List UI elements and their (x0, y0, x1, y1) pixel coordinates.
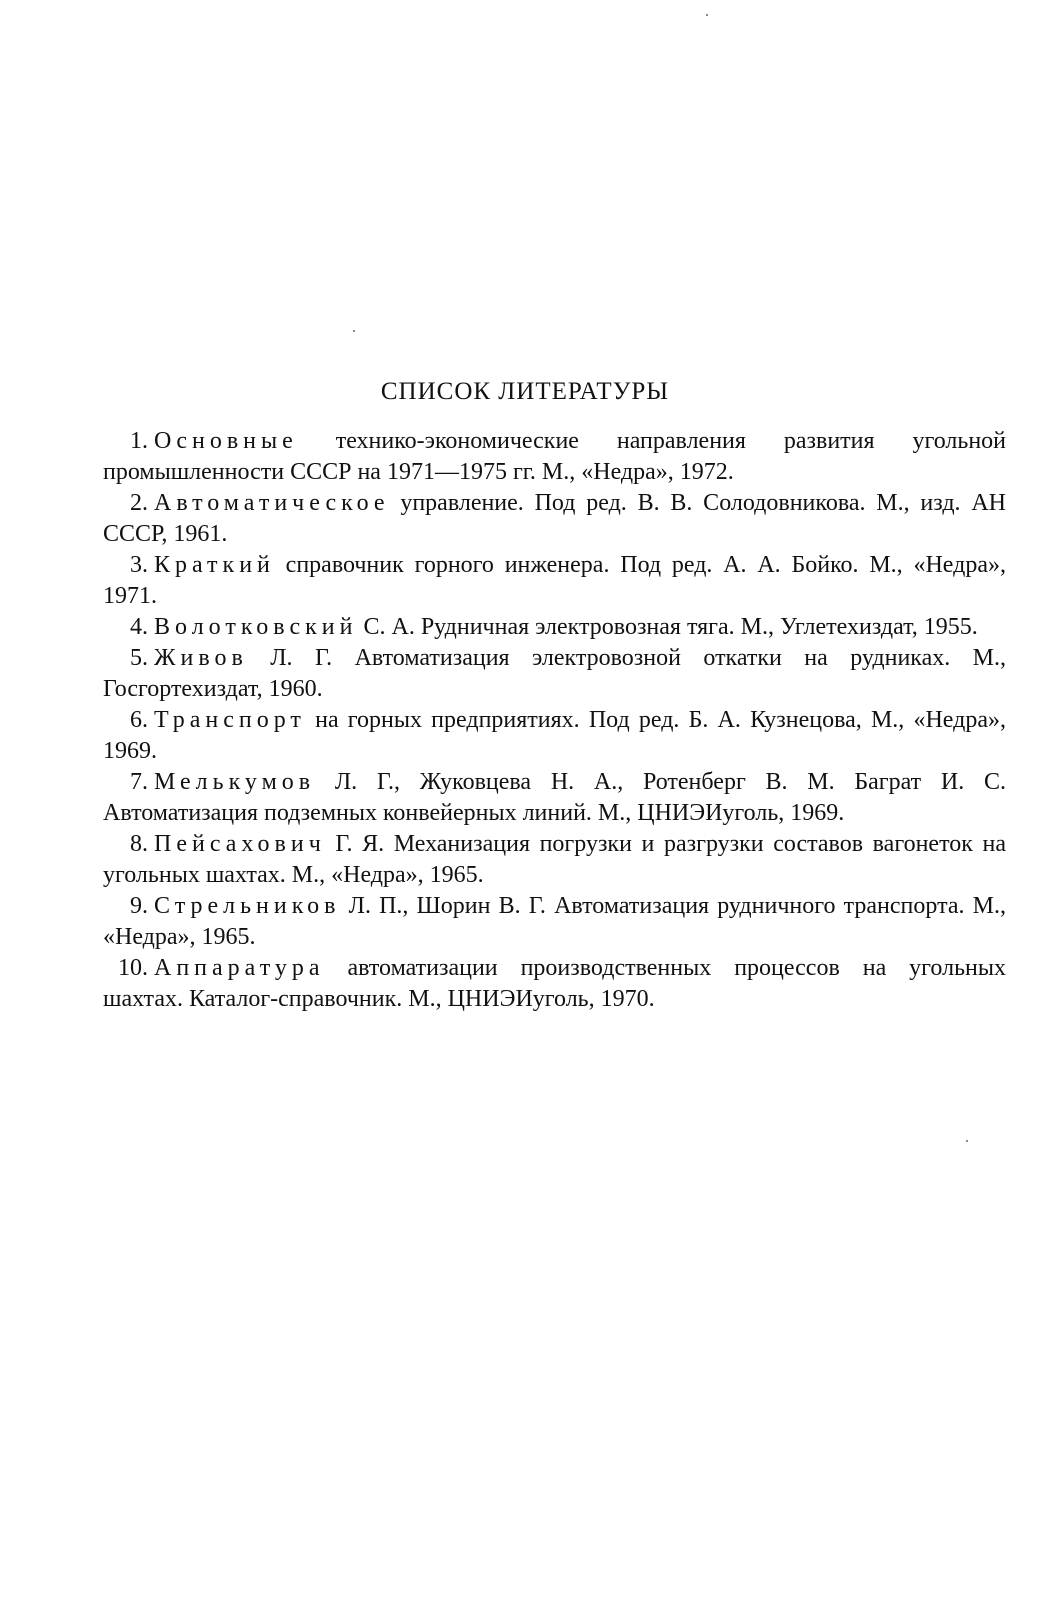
reference-number: 4. (130, 614, 148, 640)
reference-number: 10. (118, 955, 148, 981)
reference-item (103, 612, 1006, 643)
reference-author: Основные (154, 428, 298, 454)
reference-item (103, 953, 1006, 1015)
reference-item (103, 705, 1006, 767)
reference-text: Л. Г. Автоматизация электровозной откатки на рудниках. М., Госгортехиздат, 1960. (103, 645, 1006, 702)
reference-list (103, 426, 1006, 1015)
reference-text: Г. Я. Механизация погрузки и разгрузки составов вагонеток на угольных шахтах. М., «Недра», 1965. (103, 831, 1006, 888)
reference-text: управление. Под ред. В. В. Солодовникова. М., изд. АН СССР, 1961. (103, 490, 1006, 547)
reference-author: Мелькумов (154, 769, 316, 795)
reference-number: 8. (130, 831, 148, 857)
reference-item (103, 891, 1006, 953)
reference-author: Краткий (154, 552, 275, 578)
print-speck (966, 1140, 968, 1142)
print-speck (706, 14, 708, 16)
reference-number: 5. (130, 645, 148, 671)
reference-text: автоматизации производственных процессов на угольных шахтах. Каталог-справочник. М., ЦНИЭИуголь, 1970. (103, 955, 1006, 1012)
reference-text: на горных предприятиях. Под ред. Б. А. Кузнецова, М., «Недра», 1969. (103, 707, 1006, 764)
reference-author: Транспорт (154, 707, 306, 733)
reference-number: 6. (130, 707, 148, 733)
reference-number: 3. (130, 552, 148, 578)
reference-text: С. А. Рудничная электровозная тяга. М., Углетехиздат, 1955. (357, 614, 978, 640)
reference-author: Живов (154, 645, 248, 671)
reference-item (103, 426, 1006, 488)
reference-text: технико-экономические направления развития угольной промышленности СССР на 1971—1975 гг. М., «Недра», 1972. (103, 428, 1006, 485)
reference-text: Л. П., Шорин В. Г. Автоматизация рудничного транспорта. М., «Недра», 1965. (103, 893, 1006, 950)
reference-number: 2. (130, 490, 148, 516)
reference-item (103, 829, 1006, 891)
bibliography-heading: СПИСОК ЛИТЕРАТУРЫ (380, 378, 670, 405)
reference-author: Автоматическое (154, 490, 390, 516)
reference-number: 1. (130, 428, 148, 454)
print-speck (353, 330, 355, 332)
reference-author: Пейсахович (154, 831, 326, 857)
reference-author: Аппаратура (154, 955, 325, 981)
reference-text: Л. Г., Жуковцева Н. А., Ротенберг В. М. Баграт И. С. Автоматизация подземных конвейерных линий. М., ЦНИЭИуголь, 1969. (103, 769, 1006, 826)
reference-author: Волотковский (154, 614, 358, 640)
reference-item (103, 767, 1006, 829)
reference-item (103, 550, 1006, 612)
reference-number: 7. (130, 769, 148, 795)
reference-text: справочник горного инженера. Под ред. А. А. Бойко. М., «Недра», 1971. (103, 552, 1006, 609)
reference-number: 9. (130, 893, 148, 919)
reference-item (103, 643, 1006, 705)
reference-item (103, 488, 1006, 550)
reference-author: Стрельников (154, 893, 341, 919)
